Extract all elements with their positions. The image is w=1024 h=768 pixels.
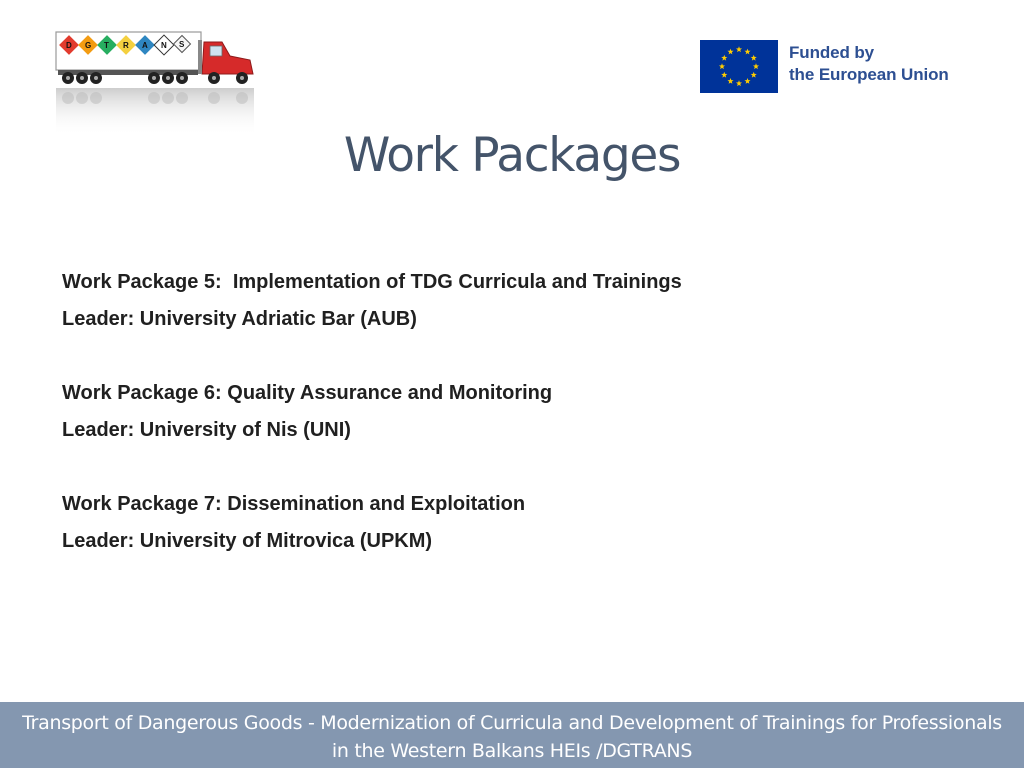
- svg-text:T: T: [104, 41, 109, 50]
- eu-funding-line1: Funded by: [789, 43, 875, 62]
- footer-banner: [0, 702, 1024, 768]
- svg-text:N: N: [161, 41, 167, 50]
- work-package-heading: Work Package 7: Dissemination and Exploitation: [62, 493, 526, 515]
- footer-line1: Transport of Dangerous Goods - Modernization of Curricula and Development of Trainings for Professionals: [22, 712, 1002, 734]
- svg-text:R: R: [123, 41, 129, 50]
- work-package-leader: Leader: University of Mitrovica (UPKM): [62, 530, 433, 552]
- work-packages-list: [62, 264, 962, 597]
- page-title: Work Packages: [343, 128, 681, 183]
- eu-flag-icon: [700, 40, 778, 93]
- eu-funding-line2: the European Union: [789, 65, 949, 84]
- svg-text:G: G: [85, 41, 92, 50]
- svg-text:A: A: [142, 41, 148, 50]
- svg-text:S: S: [179, 40, 185, 49]
- work-package-7: [62, 486, 962, 560]
- work-package-5: [62, 264, 962, 338]
- work-package-leader: Leader: University Adriatic Bar (AUB): [62, 308, 417, 330]
- work-package-heading: Work Package 5: Implementation of TDG Curricula and Trainings: [62, 271, 682, 293]
- svg-text:D: D: [66, 41, 72, 50]
- work-package-leader: Leader: University of Nis (UNI): [62, 419, 351, 441]
- work-package-6: [62, 375, 962, 449]
- dgtrans-truck-logo: [54, 30, 258, 138]
- footer-line2: in the Western Balkans HEIs /DGTRANS: [331, 740, 693, 762]
- eu-funding-label: [789, 42, 949, 86]
- work-package-heading: Work Package 6: Quality Assurance and Monitoring: [62, 382, 553, 404]
